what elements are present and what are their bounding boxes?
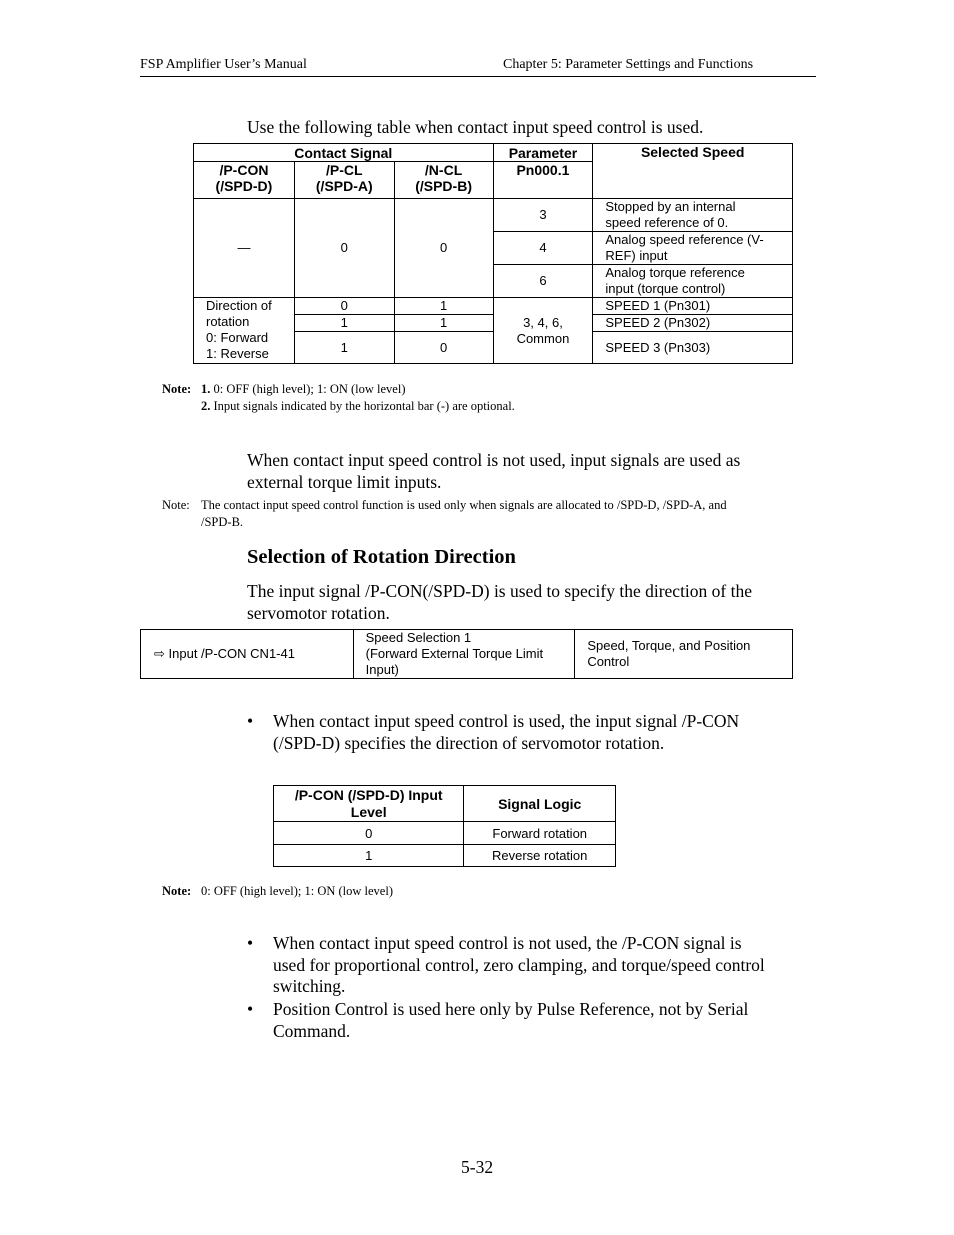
note1-item1: 1. 0: OFF (high level); 1: ON (low level) (201, 382, 406, 396)
cell-dash: — (194, 199, 295, 298)
cell-pcl-zero: 0 (294, 199, 394, 298)
page-number: 5-32 (461, 1157, 494, 1177)
arrow-right-icon: ⇨ (154, 646, 165, 661)
cell-logic: Forward rotation (464, 822, 616, 845)
cell-ncl: 1 (394, 315, 493, 332)
cell-speed: SPEED 1 (Pn301) (593, 298, 793, 315)
th-ncl: /N-CL (/SPD-B) (394, 162, 493, 199)
note3-text: 0: OFF (high level); 1: ON (low level) (201, 884, 393, 898)
cell-control-modes: Speed, Torque, and Position Control (575, 630, 793, 679)
paragraph-direction: The input signal /P-CON(/SPD-D) is used to specify the direction of the servomotor rotation. (247, 581, 752, 623)
cell-pcl: 1 (294, 332, 394, 364)
cell-speed: Stopped by an internal speed reference of 0. (593, 199, 793, 232)
th-input-level: /P-CON (/SPD-D) Input Level (274, 786, 464, 822)
cell-speed: SPEED 3 (Pn303) (593, 332, 793, 364)
cell-logic: Reverse rotation (464, 845, 616, 867)
bullet-icon: • (247, 999, 254, 1019)
cell-ncl: 1 (394, 298, 493, 315)
bullet-item: • When contact input speed control is not used, the /P-CON signal is used for proportional control, zero clamping, and torque/speed control switching. (247, 933, 765, 996)
cell-param: 6 (493, 265, 593, 298)
cell-pcl: 0 (294, 298, 394, 315)
bullet-icon: • (247, 933, 254, 953)
note1-item2: 2. Input signals indicated by the horizontal bar (-) are optional. (201, 399, 515, 413)
header-rule (140, 76, 816, 77)
bullet-item: • When contact input speed control is used, the input signal /P-CON (/SPD-D) specifies the direction of servomotor rotation. (247, 711, 740, 753)
cell-speed: Analog torque reference input (torque control) (593, 265, 793, 298)
cell-ncl: 0 (394, 332, 493, 364)
th-pcl: /P-CL (/SPD-A) (294, 162, 394, 199)
note2-label: Note: (162, 498, 190, 512)
header-right: Chapter 5: Parameter Settings and Functions (503, 57, 754, 72)
cell-speed: Analog speed reference (V- REF) input (593, 232, 793, 265)
signal-logic-table (273, 785, 616, 867)
contact-signal-table (193, 143, 793, 364)
cell-param: 3 (493, 199, 593, 232)
th-pcon: /P-CON (/SPD-D) (194, 162, 295, 199)
note2-text: The contact input speed control function is used only when signals are allocated to /SPD-D, /SPD-A, and /SPD-B. (201, 498, 727, 529)
header-left: FSP Amplifier User’s Manual (140, 57, 307, 72)
cell-direction: Direction of rotation 0: Forward 1: Reverse (194, 298, 295, 364)
th-signal-logic: Signal Logic (464, 786, 616, 822)
section-title: Selection of Rotation Direction (247, 546, 516, 568)
th-contact-signal: Contact Signal (194, 144, 494, 162)
cell-speed-selection: Speed Selection 1 (Forward External Torque Limit Input) (353, 630, 575, 679)
cell-pcl: 1 (294, 315, 394, 332)
cell-level: 1 (274, 845, 464, 867)
cell-speed: SPEED 2 (Pn302) (593, 315, 793, 332)
intro-text: Use the following table when contact input speed control is used. (247, 117, 704, 137)
th-selected-speed: Selected Speed (593, 144, 793, 199)
cell-param: 4 (493, 232, 593, 265)
note3-label: Note: (162, 884, 192, 898)
cell-input-signal: ⇨ Input /P-CON CN1-41 (141, 630, 354, 679)
note1: Note: (162, 382, 192, 396)
bullet-icon: • (247, 711, 254, 731)
bullet-item: • Position Control is used here only by Pulse Reference, not by Serial Command. (247, 999, 749, 1041)
cell-level: 0 (274, 822, 464, 845)
paragraph-torque-limit: When contact input speed control is not used, input signals are used as external torque limit inputs. (247, 450, 741, 492)
cell-ncl-zero: 0 (394, 199, 493, 298)
signal-spec-table (140, 629, 793, 679)
th-parameter: Parameter (493, 144, 593, 162)
cell-param-common: 3, 4, 6, Common (493, 298, 593, 364)
th-pn0001: Pn000.1 (493, 162, 593, 199)
